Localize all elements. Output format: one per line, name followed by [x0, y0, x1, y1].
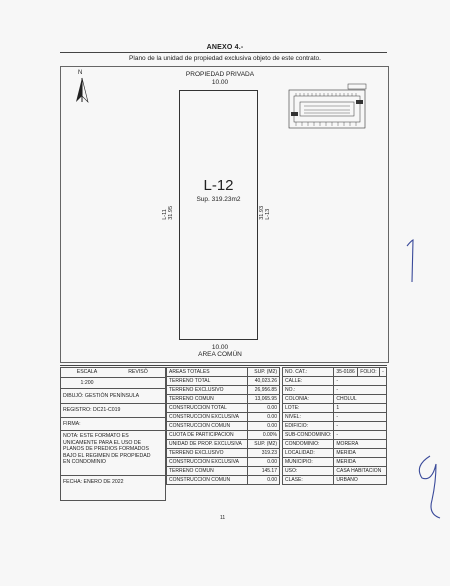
table-cell: NIVEL: — [283, 413, 334, 422]
lot-id: L-12 — [203, 177, 234, 194]
dibujo-value: GESTIÓN PENÍNSULA — [84, 392, 140, 399]
table-row — [283, 422, 387, 431]
table-cell: 0.00 — [248, 404, 280, 413]
table-cell: MORERA — [334, 440, 387, 449]
table-row — [283, 458, 387, 467]
table-cell: CONDOMINIO: — [283, 440, 334, 449]
table-cell: URBANO — [334, 476, 387, 485]
table-cell: TERRENO TOTAL — [167, 377, 248, 386]
table-cell: EDIFICIO: — [283, 422, 334, 431]
right-neighbor: L-13 — [265, 208, 271, 220]
table-header: UNIDAD DE PROP. EXCLUSIVA — [167, 440, 248, 449]
bottom-boundary-label — [170, 344, 270, 358]
note-line: BAJO EL REGIMEN DE PROPIEDAD — [63, 452, 151, 459]
cuota-row — [167, 431, 280, 440]
north-label: N — [78, 70, 83, 76]
table-cell: CASA HABITACION — [334, 467, 387, 476]
table-cell: FOLIO: — [358, 368, 380, 377]
registro-label: REGISTRO: — [63, 407, 92, 414]
note-line: EN CONDOMINIO — [63, 459, 106, 465]
lot-area: Sup. 319.23m2 — [196, 196, 241, 203]
table-cell: - — [334, 377, 387, 386]
table-cell: 26,956.85 — [248, 386, 280, 395]
table-cell: 13,065.95 — [248, 395, 280, 404]
table-cell: TERRENO COMUN — [167, 395, 248, 404]
lot-polygon — [179, 90, 258, 340]
table-row — [167, 422, 280, 431]
table-cell: CONSTRUCCION COMUN — [167, 476, 248, 485]
page-number: 11 — [220, 515, 226, 521]
table-row — [167, 476, 280, 485]
table-cell: 0.00 — [248, 476, 280, 485]
top-neighbor: PROPIEDAD PRIVADA — [185, 71, 255, 78]
table-cell: - — [334, 422, 387, 431]
table-cell: CHOLUL — [334, 395, 387, 404]
table-row — [283, 476, 387, 485]
table-cell: - — [334, 413, 387, 422]
table-cell: MUNICIPIO: — [283, 458, 334, 467]
table-cell: MERIDA — [334, 449, 387, 458]
areas-table — [166, 367, 280, 485]
table-header: SUP. (M2) — [248, 440, 280, 449]
note-line: PLANOS DE PREDIOS FORMADOS — [63, 446, 149, 452]
table-cell: USO: — [283, 467, 334, 476]
table-row — [167, 395, 280, 404]
table-row — [283, 440, 387, 449]
table-cell: MERIDA — [334, 458, 387, 467]
registro-value: DC21-C019 — [93, 407, 121, 414]
firma-label: FIRMA: — [63, 420, 81, 427]
scale-block — [60, 367, 166, 501]
table-header: SUP. (M2) — [248, 368, 280, 377]
table-cell: CONSTRUCCION COMUN — [167, 422, 248, 431]
table-cell: NO.: — [283, 386, 334, 395]
table-top-rule — [60, 365, 387, 366]
dibujo-label: DIBUJÓ: — [63, 392, 84, 399]
table-row — [283, 368, 387, 377]
handwritten-mark-icon — [404, 238, 418, 284]
escala-value: 1:200 — [80, 379, 94, 386]
bottom-measure: 10.00 — [211, 344, 229, 351]
fecha-label: FECHA: — [63, 478, 83, 485]
north-arrow — [74, 70, 90, 104]
title-rule — [60, 52, 387, 53]
table-cell: - — [334, 386, 387, 395]
fecha-value: ENERO DE 2022 — [83, 478, 124, 485]
annex-title: ANEXO 4.- — [206, 44, 244, 51]
table-cell: LOTE: — [283, 404, 334, 413]
left-measure: 31.95 — [168, 206, 174, 220]
table-row — [167, 467, 280, 476]
table-row — [167, 449, 280, 458]
table-cell: - — [334, 431, 387, 440]
cuota-label: CUOTA DE PARTICIPACION — [167, 431, 248, 440]
table-cell: NO. CAT.: — [283, 368, 334, 377]
bottom-neighbor: AREA COMÚN — [198, 351, 242, 358]
left-neighbor: L-11 — [162, 209, 168, 220]
unit-header-row — [167, 440, 280, 449]
table-row — [283, 395, 387, 404]
location-keymap — [288, 82, 368, 132]
table-row — [167, 386, 280, 395]
table-row — [283, 467, 387, 476]
escala-label: ESCALA — [76, 369, 98, 376]
table-cell: CONSTRUCCION EXCLUSIVA — [167, 458, 248, 467]
table-cell: COLONIA: — [283, 395, 334, 404]
table-row — [167, 413, 280, 422]
table-row — [167, 458, 280, 467]
note-text — [61, 431, 165, 476]
table-cell: 319.23 — [248, 449, 280, 458]
cadastral-table — [282, 367, 387, 485]
table-cell: CONSTRUCCION EXCLUSIVA — [167, 413, 248, 422]
table-row — [283, 413, 387, 422]
table-cell: 1 — [334, 404, 387, 413]
signature-icon — [412, 452, 446, 522]
table-cell: CLASE: — [283, 476, 334, 485]
top-boundary-label — [175, 71, 265, 87]
table-cell: TERRENO EXCLUSIVO — [167, 449, 248, 458]
note-line: NOTA: ESTE FORMATO ES — [63, 433, 129, 439]
table-row — [283, 404, 387, 413]
north-arrow-icon — [74, 76, 90, 110]
table-header-row — [167, 368, 280, 377]
annex-subtitle: Plano de la unidad de propiedad exclusiva objeto de este contrato. — [129, 55, 321, 62]
right-boundary-label — [259, 206, 271, 220]
table-row — [283, 431, 387, 440]
table-cell: SUB-CONDOMINIO: — [283, 431, 334, 440]
table-cell: TERRENO COMUN — [167, 467, 248, 476]
left-boundary-label — [162, 206, 174, 220]
table-cell: - — [380, 368, 387, 377]
reviso-label: REVISÓ — [128, 369, 148, 376]
note-line: UNICAMENTE PARA EL USO DE — [63, 439, 142, 446]
table-cell: 0.00 — [248, 413, 280, 422]
cuota-value: 0.00% — [248, 431, 280, 440]
right-measure: 31.93 — [259, 206, 265, 220]
table-row — [283, 449, 387, 458]
table-cell: 35-0186 — [334, 368, 358, 377]
table-cell: 0.00 — [248, 422, 280, 431]
top-measure: 10.00 — [211, 79, 229, 86]
table-row — [283, 377, 387, 386]
table-row — [283, 386, 387, 395]
table-cell: LOCALIDAD: — [283, 449, 334, 458]
table-cell: 40,023.26 — [248, 377, 280, 386]
table-header: AREAS TOTALES — [167, 368, 248, 377]
table-cell: 0.00 — [248, 458, 280, 467]
table-cell: 145.17 — [248, 467, 280, 476]
table-row — [167, 377, 280, 386]
table-row — [167, 404, 280, 413]
table-cell: TERRENO EXCLUSIVO — [167, 386, 248, 395]
table-cell: CALLE: — [283, 377, 334, 386]
table-cell: CONSTRUCCION TOTAL — [167, 404, 248, 413]
